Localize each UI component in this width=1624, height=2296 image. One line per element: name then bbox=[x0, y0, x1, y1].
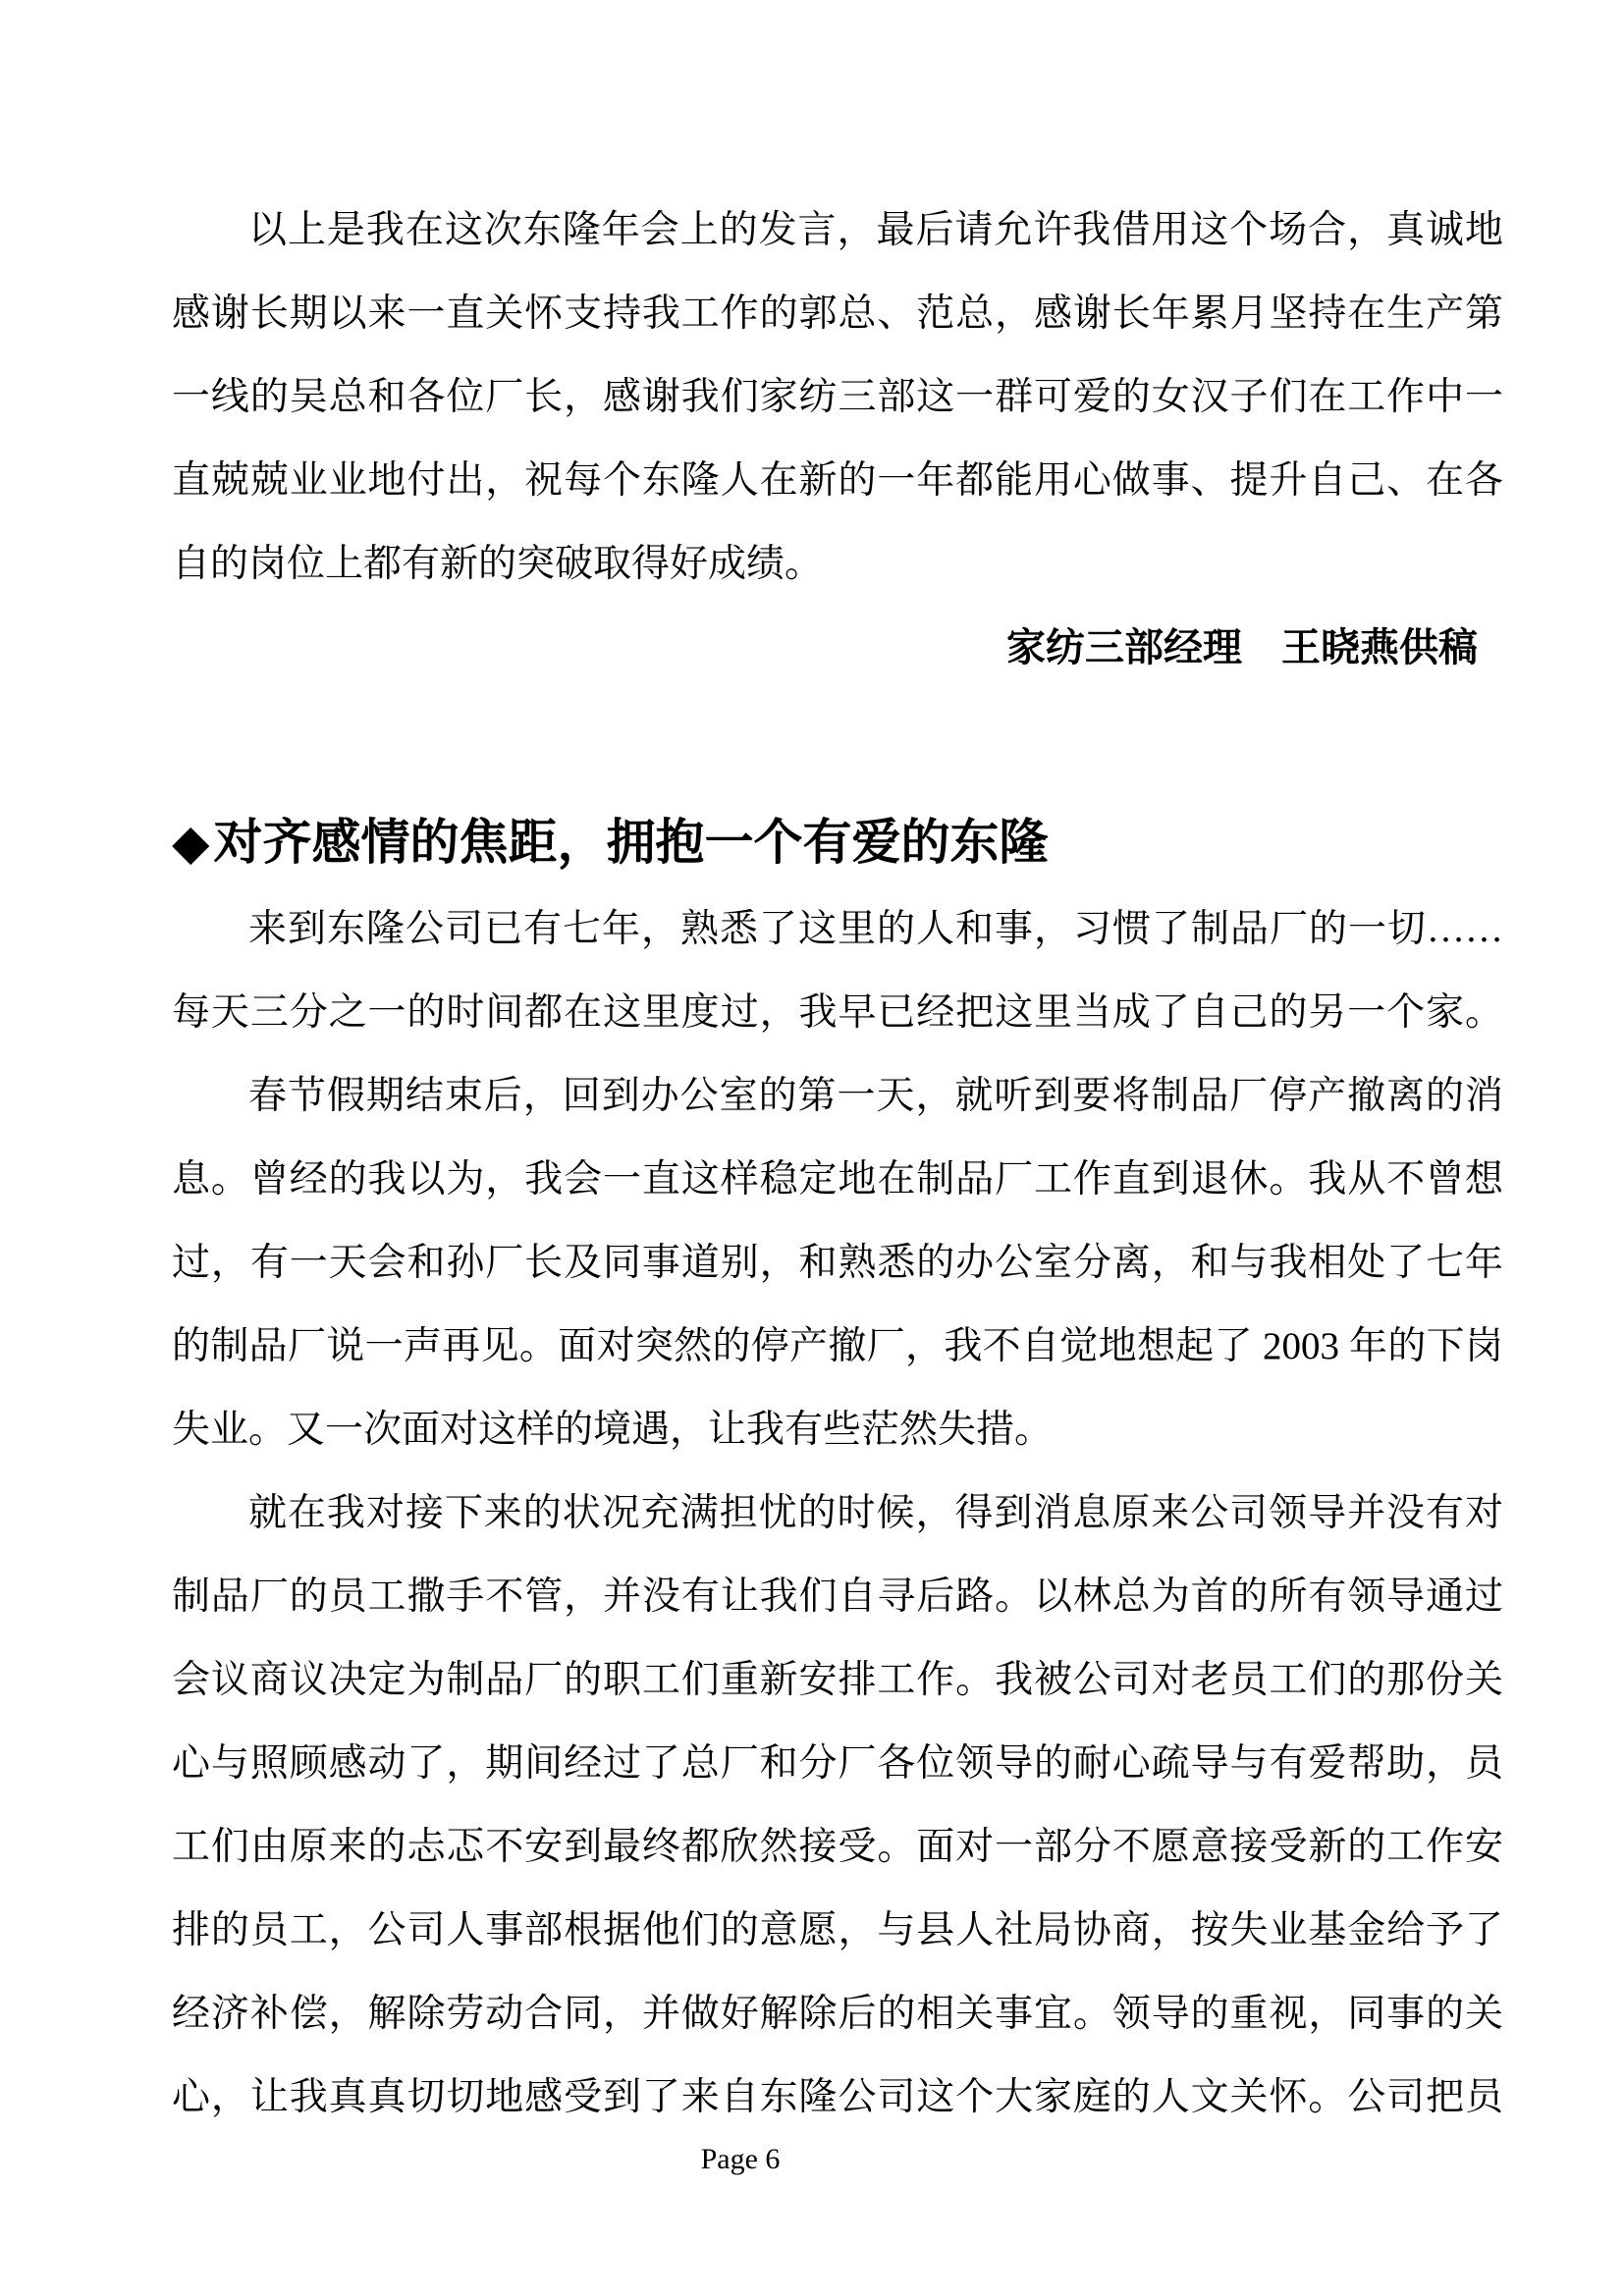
text-block bbox=[172, 188, 1503, 2139]
text-line: 经济补偿，解除劳动合同，并做好解除后的相关事宜。领导的重视，同事的关 bbox=[172, 1993, 1503, 2035]
text-line: 就在我对接下来的状况充满担忧的时候，得到消息原来公司领导并没有对 bbox=[248, 1492, 1503, 1534]
text-line: 感谢长期以来一直关怀支持我工作的郭总、范总，感谢长年累月坚持在生产第 bbox=[172, 293, 1503, 335]
text-line: 会议商议决定为制品厂的职工们重新安排工作。我被公司对老员工们的那份关 bbox=[172, 1659, 1503, 1701]
paragraph-factory-news bbox=[172, 1054, 1503, 1471]
diamond-bullet-icon: ◆ bbox=[172, 815, 210, 870]
text-line: 每天三分之一的时间都在这里度过，我早已经把这里当成了自己的另一个家。 bbox=[172, 991, 1503, 1034]
paragraph-intro bbox=[172, 887, 1503, 1054]
text-line: 春节假期结束后，回到办公室的第一天，就听到要将制品厂停产撤离的消 bbox=[248, 1075, 1503, 1117]
text-line: 心，让我真真切切地感受到了来自东隆公司这个大家庭的人文关怀。公司把员 bbox=[172, 2076, 1503, 2118]
text-line: 息。曾经的我以为，我会一直这样稳定地在制品厂工作直到退休。我从不曾想 bbox=[172, 1158, 1503, 1201]
text-line: 失业。又一次面对这样的境遇，让我有些茫然失措。 bbox=[172, 1409, 1054, 1451]
text-line: 过，有一天会和孙厂长及同事道别，和熟悉的办公室分离，和与我相处了七年 bbox=[172, 1242, 1503, 1284]
page-number: Page 6 bbox=[700, 2143, 781, 2175]
text-line: 自的岗位上都有新的突破取得好成绩。 bbox=[172, 543, 824, 585]
text-line: 来到东隆公司已有七年，熟悉了这里的人和事，习惯了制品厂的一切…… bbox=[248, 908, 1503, 950]
text-line: 的制品厂说一声再见。面对突然的停产撤厂，我不自觉地想起了 2003 年的下岗 bbox=[172, 1325, 1503, 1367]
text-line: 一线的吴总和各位厂长，感谢我们家纺三部这一群可爱的女汉子们在工作中一 bbox=[172, 376, 1503, 418]
paragraph-speech-closing bbox=[172, 188, 1503, 606]
signature-line: 家纺三部经理 王晓燕供稿 bbox=[1006, 625, 1478, 669]
text-line: 排的员工，公司人事部根据他们的意愿，与县人社局协商，按失业基金给予了 bbox=[172, 1909, 1503, 1951]
text-line: 工们由原来的忐忑不安到最终都欣然接受。面对一部分不愿意接受新的工作安 bbox=[172, 1826, 1503, 1868]
text-line: 直兢兢业业地付出，祝每个东隆人在新的一年都能用心做事、提升自己、在各 bbox=[172, 459, 1503, 502]
text-line: 心与照顾感动了，期间经过了总厂和分厂各位领导的耐心疏导与有爱帮助，员 bbox=[172, 1742, 1503, 1785]
text-line: 制品厂的员工撒手不管，并没有让我们自寻后路。以林总为首的所有领导通过 bbox=[172, 1575, 1503, 1618]
text-line: 以上是我在这次东隆年会上的发言，最后请允许我借用这个场合，真诚地 bbox=[248, 209, 1503, 251]
section-heading-title: 对齐感情的焦距，拥抱一个有爱的东隆 bbox=[213, 815, 1049, 870]
paragraph-company-care bbox=[172, 1471, 1503, 2139]
section-heading bbox=[172, 797, 1503, 887]
